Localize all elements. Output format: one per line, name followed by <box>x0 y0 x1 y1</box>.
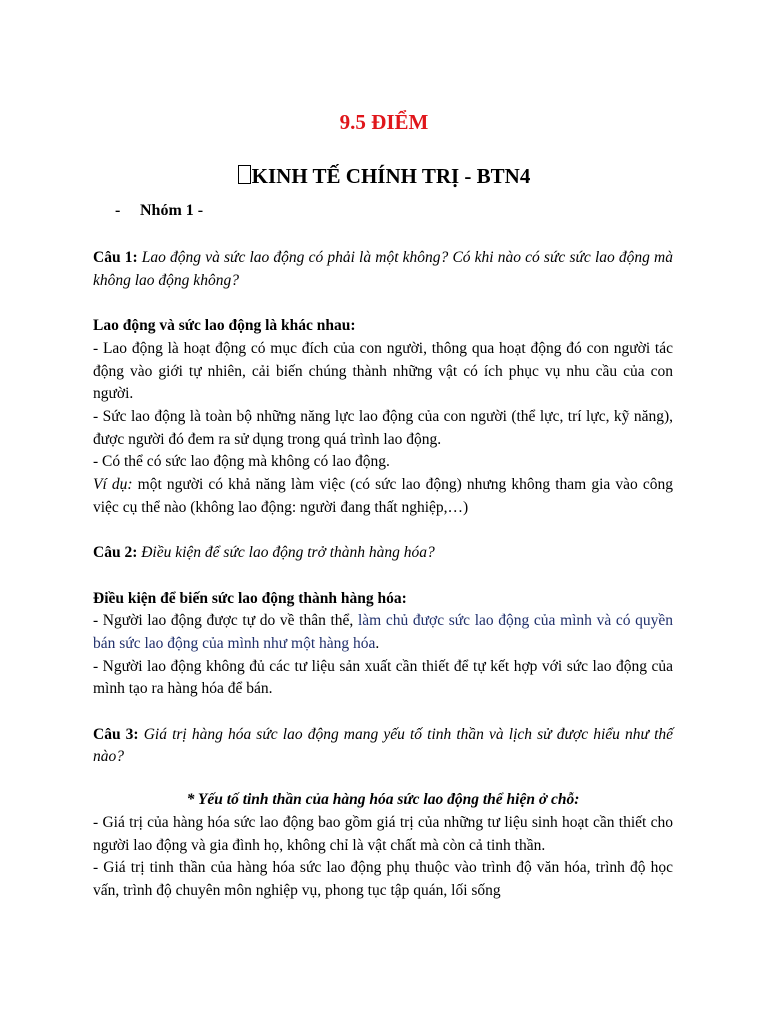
q2-heading: Điều kiện để biến sức lao động thành hàng hóa: <box>93 589 407 607</box>
group-label <box>115 202 203 220</box>
q1-heading: Lao động và sức lao động là khác nhau: <box>93 317 356 335</box>
page-title <box>0 164 768 189</box>
score-heading: 9.5 ĐIỂM <box>339 110 429 134</box>
group-dash: - <box>115 202 121 219</box>
title-text: KINH TẾ CHÍNH TRỊ - BTN4 <box>251 164 531 188</box>
q1-paragraph-2: - Sức lao động là toàn bộ những năng lực lao động của con người (thể lực, trí lực, kỹ năng), được người đó đem ra sử dụng trong quá trình lao động. <box>93 407 673 448</box>
q3-question: Câu 3: Giá trị hàng hóa sức lao động mang yếu tố tinh thần và lịch sử được hiểu như thế nào? <box>93 725 674 766</box>
q1-example: Ví dụ: một người có khả năng làm việc (có sức lao động) nhưng không tham gia vào công việc cụ thể nào (không lao động: người đang thất nghiệp,…) <box>93 476 673 516</box>
q2-question: Câu 2: Điều kiện để sức lao động trở thành hàng hóa? <box>93 544 435 562</box>
q3-paragraph-2: - Giá trị tinh thần của hàng hóa sức lao động phụ thuộc vào trình độ văn hóa, trình độ học vấn, trình độ chuyên môn nghiệp vụ, phong tục tập quán, lối sống <box>93 859 673 899</box>
q2-paragraph-2: - Người lao động không đủ các tư liệu sản xuất cần thiết để tự kết hợp với sức lao động của mình tạo ra hàng hóa để bán. <box>93 657 673 698</box>
missing-glyph-icon <box>238 165 251 184</box>
q3-heading: * Yếu tố tinh thần của hàng hóa sức lao động thể hiện ở chỗ: <box>186 791 580 809</box>
q3-paragraph-1: - Giá trị của hàng hóa sức lao động bao gồm giá trị của những tư liệu sinh hoạt cần thiết cho người lao động và gia đình họ, không chỉ là vật chất mà còn cả tinh thần. <box>93 813 673 854</box>
group-text: Nhóm 1 - <box>140 202 204 219</box>
q1-paragraph-3: - Có thể có sức lao động mà không có lao động. <box>93 453 390 471</box>
q1-question: Câu 1: Lao động và sức lao động có phải là một không? Có khi nào có sức sức lao động mà không lao động không? <box>93 249 673 289</box>
q1-paragraph-1: - Lao động là hoạt động có mục đích của con người, thông qua hoạt động đó con người tác động vào giới tự nhiên, cải biến chúng thành những vật có ích phục vụ nhu cầu của con người. <box>93 339 673 403</box>
document-body <box>93 247 673 903</box>
q2-paragraph-1: - Người lao động được tự do về thân thể, làm chủ được sức lao động của mình và có quyền bán sức lao động của mình như một hàng hóa. <box>93 612 673 652</box>
